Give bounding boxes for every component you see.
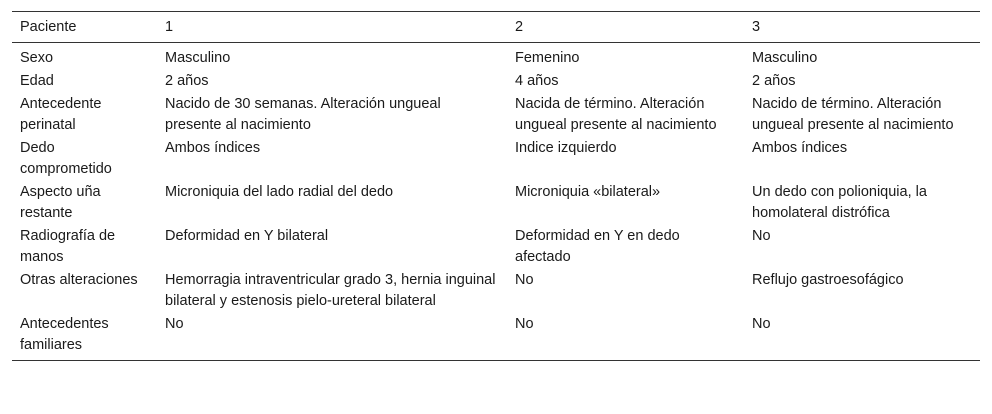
header-cell-paciente: Paciente (20, 18, 77, 35)
table-cell: Un dedo con polioniquia, la homolateral distrófica (752, 184, 927, 221)
table-cell: 2 años (752, 73, 796, 89)
table-cell: Indice izquierdo (515, 140, 617, 156)
table-cell: Nacida de término. Alteración ungueal presente al nacimiento (515, 96, 717, 133)
table-cell: No (752, 316, 771, 332)
table-cell: Microniquia «bilateral» (515, 184, 661, 200)
patient-comparison-table (12, 11, 980, 361)
row-label: Dedo comprometido (20, 140, 112, 177)
table-cell: Microniquia del lado radial del dedo (165, 184, 394, 200)
row-label: Aspecto uña restante (20, 184, 101, 221)
table-header-row (12, 12, 980, 43)
header-cell-patient-2: 2 (515, 18, 524, 35)
table-cell: Reflujo gastroesofágico (752, 272, 904, 288)
table-cell: Nacido de término. Alteración ungueal presente al nacimiento (752, 96, 954, 133)
row-label: Edad (20, 73, 54, 89)
table-row-aspecto-una (12, 180, 980, 224)
row-label: Antecedente perinatal (20, 96, 102, 133)
table-cell: Masculino (165, 50, 231, 66)
table-cell: No (165, 316, 184, 332)
table-cell: Ambos índices (752, 140, 848, 156)
table-cell: Nacido de 30 semanas. Alteración ungueal presente al nacimiento (165, 96, 441, 133)
row-label: Otras alteraciones (20, 272, 138, 288)
table-cell: No (752, 228, 771, 244)
table-row-sexo (12, 43, 980, 70)
table-cell: Hemorragia intraventricular grado 3, hernia inguinal bilateral y estenosis pielo-ureteral bilateral (165, 272, 496, 309)
table-cell: No (515, 272, 534, 288)
table-cell: 4 años (515, 73, 559, 89)
table-cell: Ambos índices (165, 140, 261, 156)
row-label: Sexo (20, 50, 54, 66)
patient-table-container (12, 11, 980, 361)
table-row-antecedentes-familiares (12, 312, 980, 361)
table-cell: Masculino (752, 50, 818, 66)
table-row-edad (12, 69, 980, 92)
row-label: Radiografía de manos (20, 228, 116, 265)
table-cell: Deformidad en Y bilateral (165, 228, 329, 244)
table-cell: 2 años (165, 73, 209, 89)
table-row-radiografia (12, 224, 980, 268)
row-label: Antecedentes familiares (20, 316, 109, 353)
table-row-antecedente-perinatal (12, 92, 980, 136)
table-row-dedo-comprometido (12, 136, 980, 180)
table-row-otras-alteraciones (12, 268, 980, 312)
table-cell: Deformidad en Y en dedo afectado (515, 228, 680, 265)
table-cell: No (515, 316, 534, 332)
header-cell-patient-3: 3 (752, 18, 761, 35)
table-cell: Femenino (515, 50, 580, 66)
header-cell-patient-1: 1 (165, 18, 174, 35)
